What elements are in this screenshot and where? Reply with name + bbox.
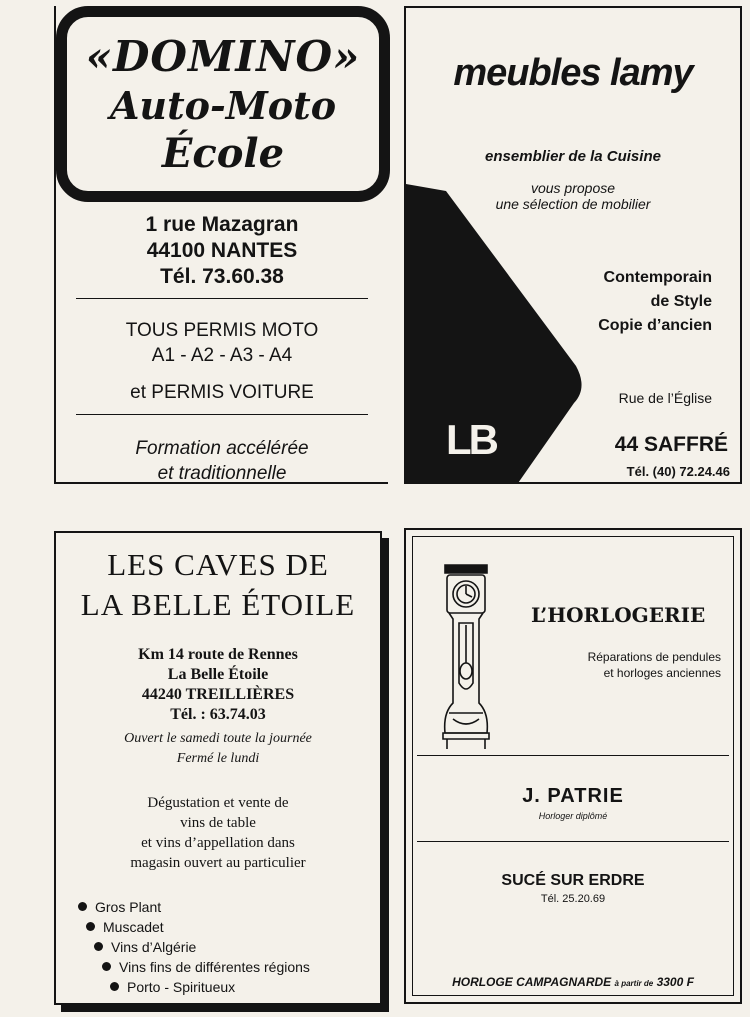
domino-subtitle-auto-moto: Auto-Moto [109,83,337,128]
caves-address-line-1: Km 14 route de Rennes [138,646,298,663]
domino-permis [56,318,388,368]
lamy-ad [404,6,742,484]
lamy-brand: meubles lamy [453,52,693,94]
domino-permis-voiture: et PERMIS VOITURE [130,382,314,403]
lamy-style-copie: Copie d’ancien [598,317,712,334]
domino-divider-1 [76,298,368,299]
lamy-city: 44 SAFFRÉ [614,433,728,456]
caves-address-line-2: La Belle Étoile [167,666,269,683]
domino-permis-line-2: A1 - A2 - A3 - A4 [151,345,293,366]
caves-description-line-3: et vins d’appellation dans [141,835,295,851]
horlogerie-qualification: Horloger diplômé [538,811,608,821]
horlogerie-city: SUCÉ SUR ERDRE [501,872,645,889]
domino-city: 44100 NANTES [146,239,298,262]
domino-name: «DOMINO» [85,32,361,81]
lamy-styles [598,266,712,338]
horlogerie-offer-small: à partir de [614,979,654,988]
caves-product-list [78,897,310,997]
caves-description [56,793,380,873]
lamy-propose-line-1: vous propose [530,180,616,196]
list-item: Vins fins de différentes régions [78,957,310,977]
domino-header [56,6,390,202]
caves-address [56,645,380,725]
caves-hours [56,729,380,769]
caves-title-line-2: LA BELLE ÉTOILE [80,587,356,622]
domino-permis-line-1: TOUS PERMIS MOTO [125,320,319,341]
horlogerie-repair-line-2: et horloges anciennes [603,666,721,680]
caves-title [56,545,380,625]
lamy-propose [406,180,740,212]
bullet-icon [86,922,95,931]
horlogerie-repair-line-1: Réparations de pendules [587,650,721,664]
lamy-lb-logo: LB [446,416,496,463]
domino-address [56,212,388,290]
caves-address-line-3: 44240 TREILLIÈRES [141,686,295,703]
domino-ad [54,6,388,484]
lamy-phone: Tél. (40) 72.24.46 [626,464,730,479]
list-item: Porto - Spiritueux [78,977,310,997]
horlogerie-offer-price: 3300 F [656,975,694,989]
domino-street: 1 rue Mazagran [145,213,299,236]
horlogerie-offer [413,975,733,989]
horlogerie-inner-frame [412,536,734,996]
horlogerie-phone: Tél. 25.20.69 [540,893,606,905]
domino-formation-line-1: Formation accélérée [135,438,309,459]
horlogerie-offer-main: HORLOGE CAMPAGNARDE [452,975,612,989]
caves-title-line-1: LES CAVES DE [107,547,329,582]
grandfather-clock-icon [439,563,493,753]
caves-description-line-4: magasin ouvert au particulier [130,855,306,871]
caves-description-line-1: Dégustation et vente de [147,795,289,811]
horlogerie-owner: J. PATRIE [522,785,624,807]
lamy-street: Rue de l’Église [618,390,712,406]
horlogerie-repair [588,649,721,681]
caves-phone: Tél. : 63.74.03 [170,706,266,723]
domino-formation [56,436,388,486]
horlogerie-ad [404,528,742,1004]
domino-phone: Tél. 73.60.38 [160,265,284,288]
lamy-tagline: ensemblier de la Cuisine [485,148,661,165]
list-item: Vins d’Algérie [78,937,310,957]
list-item: Muscadet [78,917,310,937]
caves-ad [54,531,382,1005]
lamy-style-contemporain: Contemporain [603,269,712,286]
bullet-icon [78,902,87,911]
domino-divider-2 [76,414,368,415]
lamy-propose-line-2: une sélection de mobilier [495,196,651,212]
bullet-icon [102,962,111,971]
caves-hours-line-1: Ouvert le samedi toute la journée [124,731,312,746]
horlogerie-title: L’HORLOGERIE [531,603,706,627]
caves-hours-line-2: Fermé le lundi [176,751,260,766]
horlogerie-divider-1 [417,755,729,756]
domino-formation-line-2: et traditionnelle [157,463,287,484]
bullet-icon [94,942,103,951]
lamy-style-de-style: de Style [650,293,712,310]
domino-subtitle-ecole: École [161,130,285,177]
list-item: Gros Plant [78,897,310,917]
caves-description-line-2: vins de table [180,815,256,831]
horlogerie-divider-2 [417,841,729,842]
bullet-icon [110,982,119,991]
